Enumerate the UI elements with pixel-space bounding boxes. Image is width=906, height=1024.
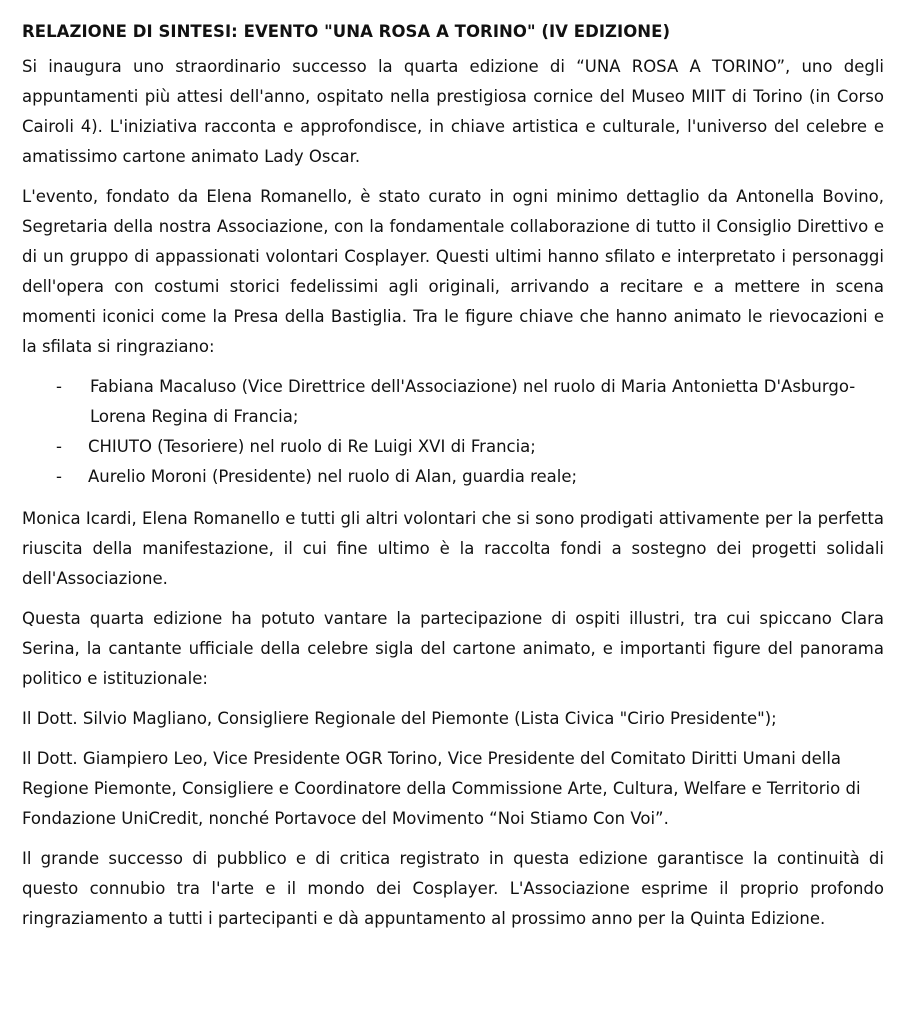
- list-item-text: CHIUTO (Tesoriere) nel ruolo di Re Luigi XVI di Francia;: [88, 437, 536, 456]
- list-item-text: Aurelio Moroni (Presidente) nel ruolo di Alan, guardia reale;: [88, 467, 578, 486]
- list-item: [22, 432, 884, 462]
- paragraph-guest-leo: Il Dott. Giampiero Leo, Vice Presidente OGR Torino, Vice Presidente del Comitato Diritti Umani della Regione Piemonte, Consigliere e Coordinatore della Commissione Arte, Cultura, Welfare e Territorio di Fondazione UniCredit, nonché Portavoce del Movimento “Noi Stiamo Con Voi”.: [22, 749, 861, 828]
- paragraph-intro: Si inaugura uno straordinario successo la quarta edizione di “UNA ROSA A TORINO”, uno degli appuntamenti più attesi dell'anno, ospitato nella prestigiosa cornice del Museo MIIT di Torino (in Corso Cairoli 4). L'iniziativa racconta e approfondisce, in chiave artistica e culturale, l'universo del celebre e amatissimo cartone animato Lady Oscar.: [22, 57, 884, 166]
- list-item-text: Fabiana Macaluso (Vice Direttrice dell'Associazione) nel ruolo di Maria Antonietta D'Asburgo-Lorena Regina di Francia;: [90, 377, 856, 426]
- list-dash: -: [56, 467, 62, 486]
- paragraph-guest-magliano: Il Dott. Silvio Magliano, Consigliere Regionale del Piemonte (Lista Civica "Cirio Presidente");: [22, 709, 777, 728]
- paragraph-organizers: L'evento, fondato da Elena Romanello, è stato curato in ogni minimo dettaglio da Antonella Bovino, Segretaria della nostra Associazione, con la fondamentale collaborazione di tutto il Consiglio Direttivo e di un gruppo di appassionati volontari Cosplayer. Questi ultimi hanno sfilato e interpretato i personaggi dell'opera con costumi storici fedelissimi agli originali, arrivando a recitare e a mettere in scena momenti iconici come la Presa della Bastiglia. Tra le figure chiave che hanno animato le rievocazioni e la sfilata si ringraziano:: [22, 187, 884, 356]
- document-title: RELAZIONE DI SINTESI: EVENTO "UNA ROSA A TORINO" (IV EDIZIONE): [22, 22, 671, 41]
- paragraph-closing: Il grande successo di pubblico e di critica registrato in questa edizione garantisce la continuità di questo connubio tra l'arte e il mondo dei Cosplayer. L'Associazione esprime il proprio profondo ringraziamento a tutti i partecipanti e dà appuntamento al prossimo anno per la Quinta Edizione.: [22, 849, 884, 928]
- list-item: [22, 462, 884, 492]
- paragraph-volunteers: Monica Icardi, Elena Romanello e tutti gli altri volontari che si sono prodigati attivamente per la perfetta riuscita della manifestazione, il cui fine ultimo è la raccolta fondi a sostegno dei progetti solidali dell'Associazione.: [22, 509, 884, 588]
- participants-list: [22, 372, 884, 492]
- paragraph-guests: Questa quarta edizione ha potuto vantare la partecipazione di ospiti illustri, tra cui spiccano Clara Serina, la cantante ufficiale della celebre sigla del cartone animato, e importanti figure del panorama politico e istituzionale:: [22, 609, 884, 688]
- list-item: [22, 372, 884, 432]
- list-dash: -: [56, 437, 62, 456]
- list-dash: -: [56, 377, 62, 396]
